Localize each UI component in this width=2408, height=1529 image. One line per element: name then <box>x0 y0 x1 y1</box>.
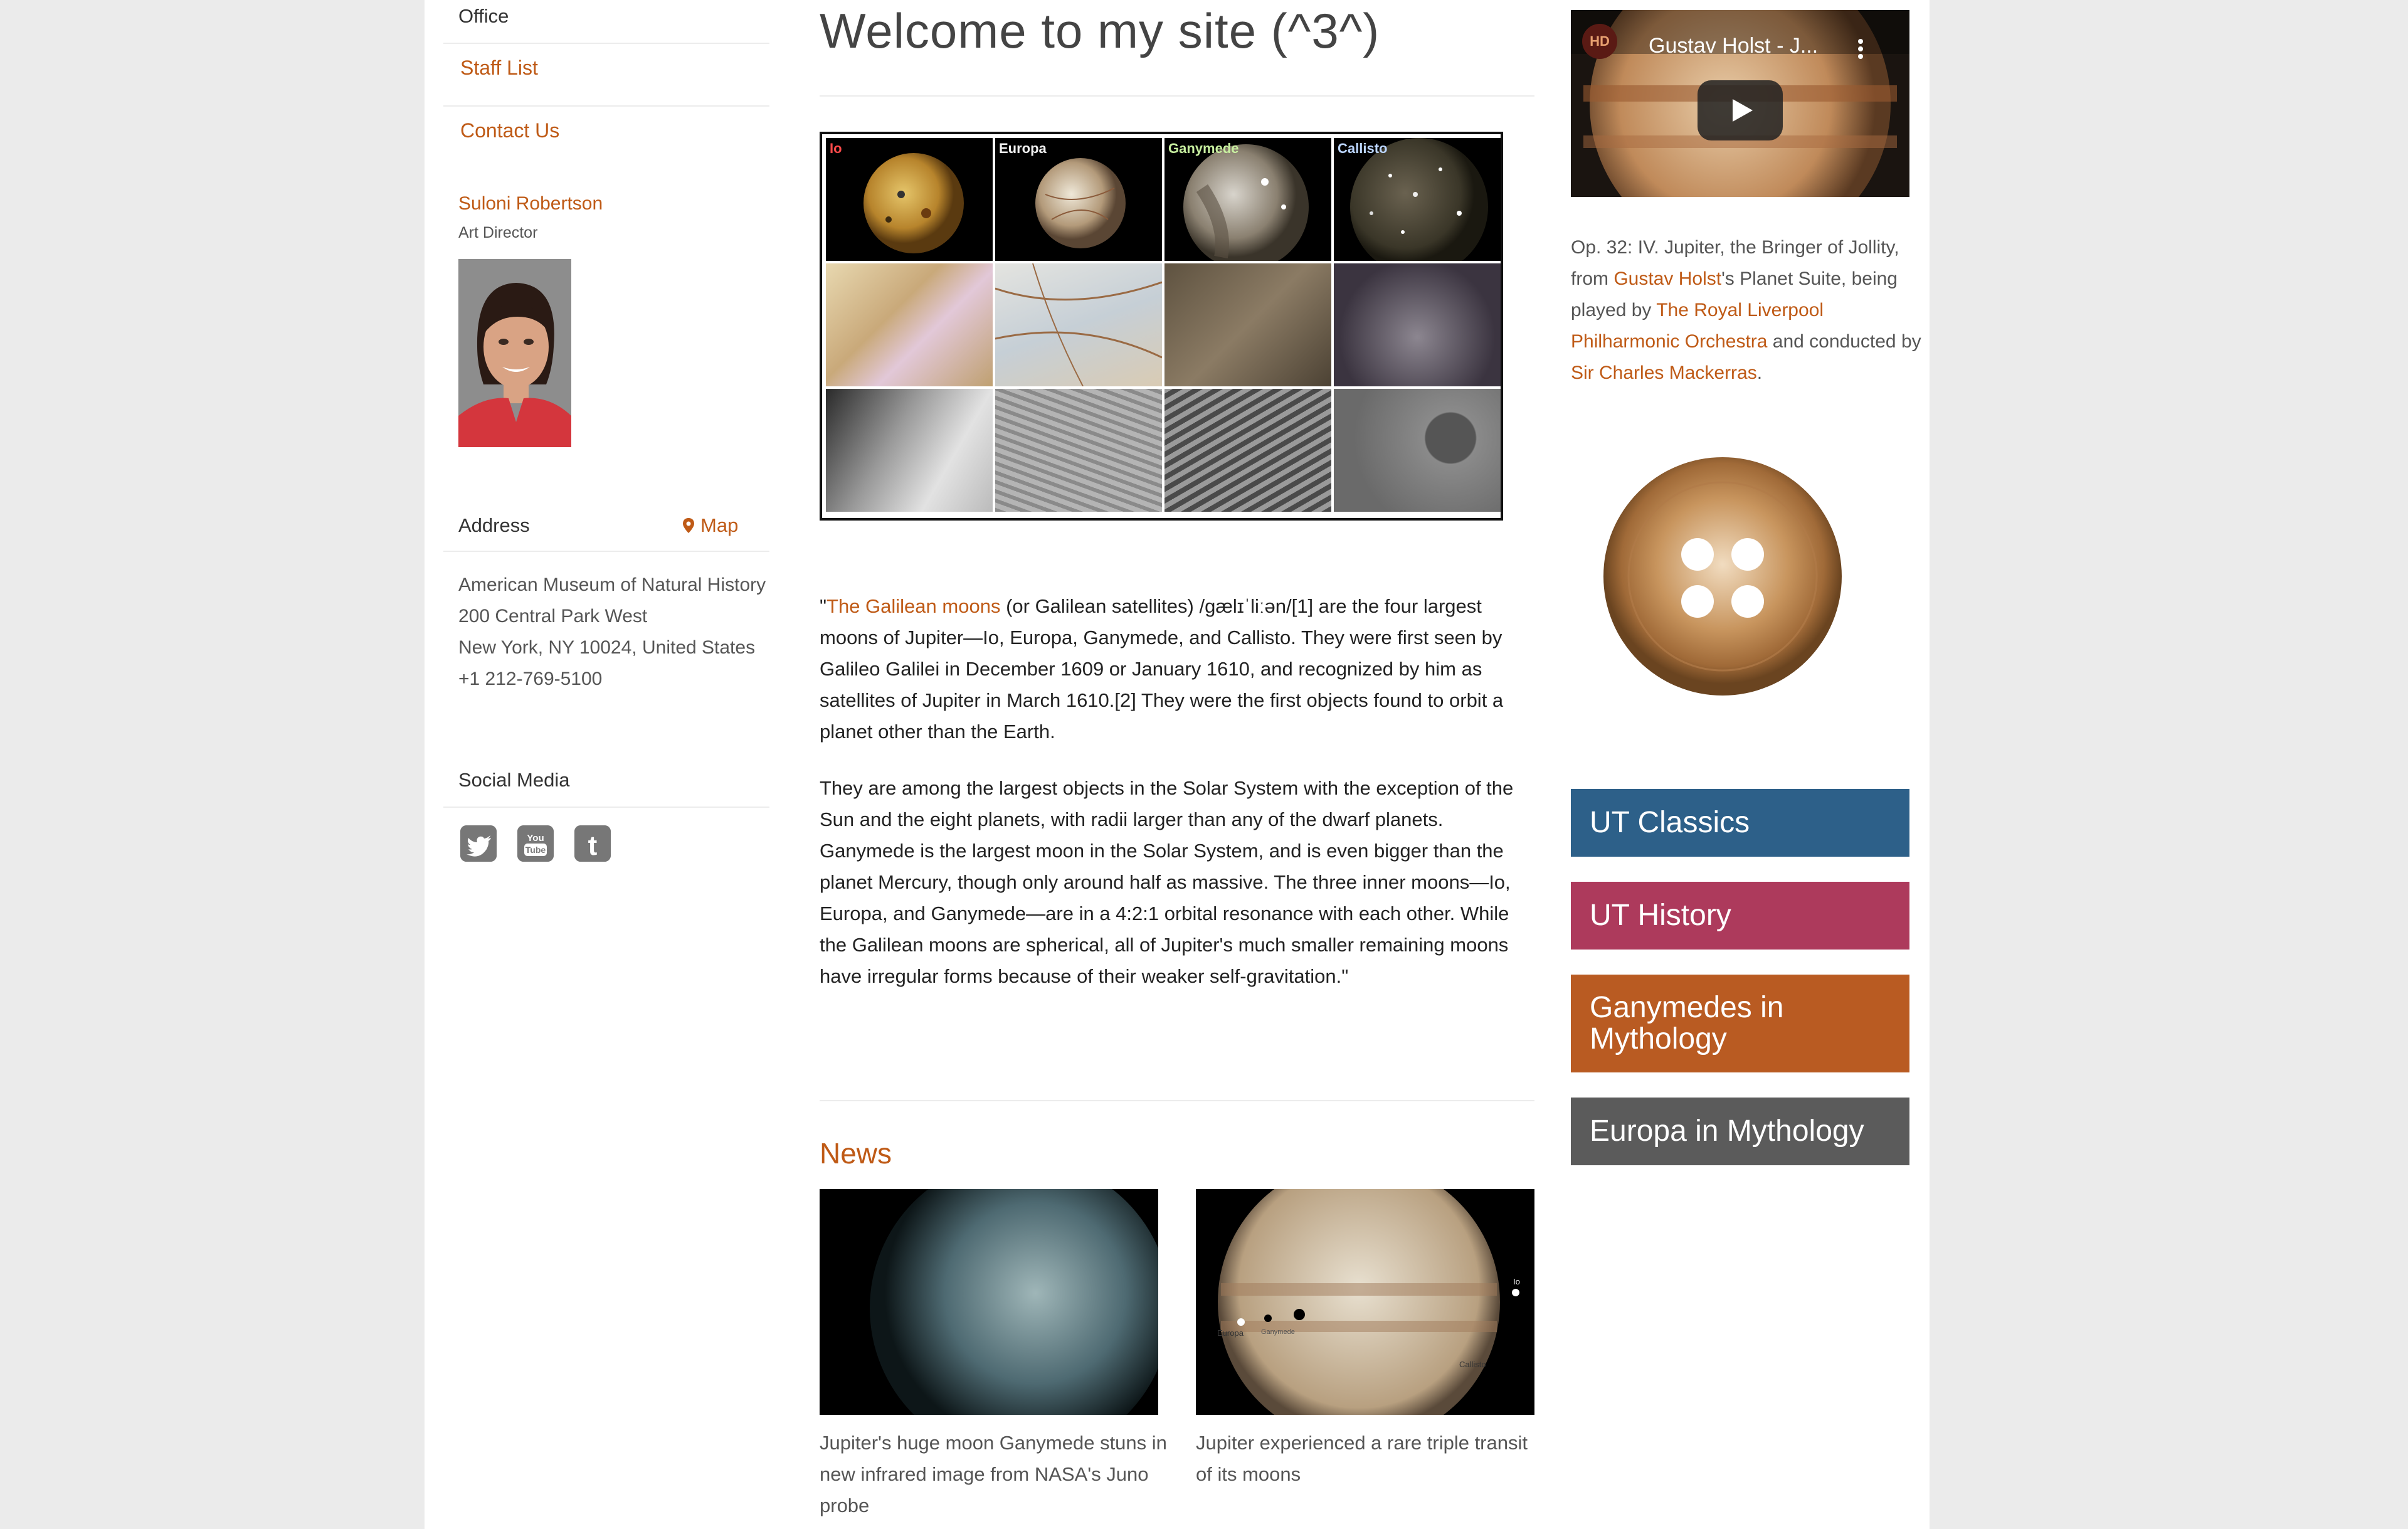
button-image <box>1600 454 1845 699</box>
moon-label-ganymede: Ganymede <box>1168 140 1239 156</box>
social-media-heading: Social Media <box>458 769 570 791</box>
office-label: Office <box>458 5 509 27</box>
page-content <box>425 0 1930 1529</box>
youtube-icon[interactable] <box>517 825 554 862</box>
news-image-ganymede[interactable] <box>820 1189 1158 1415</box>
staff-photo <box>458 259 571 447</box>
video-caption: Op. 32: IV. Jupiter, the Bringer of Jollity, from Gustav Holst's Planet Suite, being played by The Royal Liverpool Philharmonic Orchestra and conducted by Sir Charles Mackerras. <box>1571 237 1921 383</box>
staff-list-link[interactable]: Staff List <box>460 56 538 79</box>
ut-history-button[interactable]: UT History <box>1571 882 1909 950</box>
staff-name-link[interactable]: Suloni Robertson <box>458 193 603 214</box>
svg-text:t: t <box>588 830 598 861</box>
contact-us-link[interactable]: Contact Us <box>460 119 560 142</box>
gustav-holst-link[interactable]: Gustav Holst <box>1613 268 1722 289</box>
page-title: Welcome to my site (^3^) <box>820 3 1380 58</box>
transit-label-europa: Europa <box>1217 1328 1244 1338</box>
charles-mackerras-link[interactable]: Sir Charles Mackerras <box>1571 362 1757 383</box>
ganymedes-mythology-button[interactable]: Ganymedes in Mythology <box>1571 975 1909 1072</box>
svg-text:You: You <box>527 833 544 844</box>
play-button[interactable] <box>1698 80 1783 140</box>
news-image-jupiter-transit[interactable] <box>1196 1189 1534 1415</box>
intro-paragraph: "The Galilean moons (or Galilean satellites) /ɡælɪˈliːən/[1] are the four largest moons of Jupiter—Io, Europa, Ganymede, and Callisto. They were first seen by Galileo Galilei in December 1609 or January 1610, and recognized by him as satellites of Jupiter in March 1610.[2] They were the first objects found to orbit a planet other than the Earth. <box>820 595 1504 743</box>
europa-mythology-button[interactable]: Europa in Mythology <box>1571 1098 1909 1165</box>
map-label: Map <box>700 514 739 536</box>
galilean-moons-link[interactable]: The Galilean moons <box>826 595 1001 617</box>
video-title[interactable]: Gustav Holst - J... <box>1649 34 1819 58</box>
address-line: New York, NY 10024, United States <box>458 637 756 658</box>
video-player[interactable] <box>1571 10 1909 197</box>
more-options-icon[interactable] <box>1857 38 1864 60</box>
map-link[interactable] <box>683 514 738 537</box>
transit-label-ganymede: Ganymede <box>1261 1328 1295 1336</box>
phone-number: +1 212-769-5100 <box>458 669 603 689</box>
twitter-icon[interactable] <box>460 825 497 862</box>
staff-title: Art Director <box>458 224 538 241</box>
royal-liverpool-link[interactable]: The Royal Liverpool Philharmonic Orchestra <box>1571 300 1824 352</box>
address-line: American Museum of Natural History <box>458 574 766 595</box>
tumblr-icon[interactable] <box>574 825 611 862</box>
channel-logo[interactable]: HD <box>1582 24 1617 59</box>
ut-classics-button[interactable]: UT Classics <box>1571 789 1909 857</box>
news-heading: News <box>820 1137 892 1170</box>
moon-label-io: Io <box>830 140 842 156</box>
news-caption-jupiter-transit[interactable]: Jupiter experienced a rare triple transit of its moons <box>1196 1432 1528 1485</box>
transit-label-io: Io <box>1513 1277 1520 1286</box>
svg-text:Tube: Tube <box>525 845 546 855</box>
address-block <box>458 569 766 695</box>
address-heading: Address <box>458 514 530 536</box>
news-caption-ganymede[interactable]: Jupiter's huge moon Ganymede stuns in new infrared image from NASA's Juno probe <box>820 1432 1167 1516</box>
map-pin-icon <box>683 516 694 531</box>
moon-label-callisto: Callisto <box>1338 140 1388 156</box>
address-line: 200 Central Park West <box>458 606 648 627</box>
second-paragraph: They are among the largest objects in the Solar System with the exception of the Sun and the eight planets, with radii larger than any of the dwarf planets. Ganymede is the largest moon in the Solar System, and is even bigger than the planet Mercury, though only around half as massive. The three inner moons—Io, Europa, and Ganymede—are in a 4:2:1 orbital resonance with each other. While the Galilean moons are spherical, all of Jupiter's much smaller remaining moons have irregular forms because of their weaker self-gravitation." <box>820 777 1514 987</box>
transit-label-callisto: Callisto <box>1459 1360 1486 1369</box>
galilean-moons-image <box>820 132 1503 521</box>
moon-label-europa: Europa <box>999 140 1047 156</box>
